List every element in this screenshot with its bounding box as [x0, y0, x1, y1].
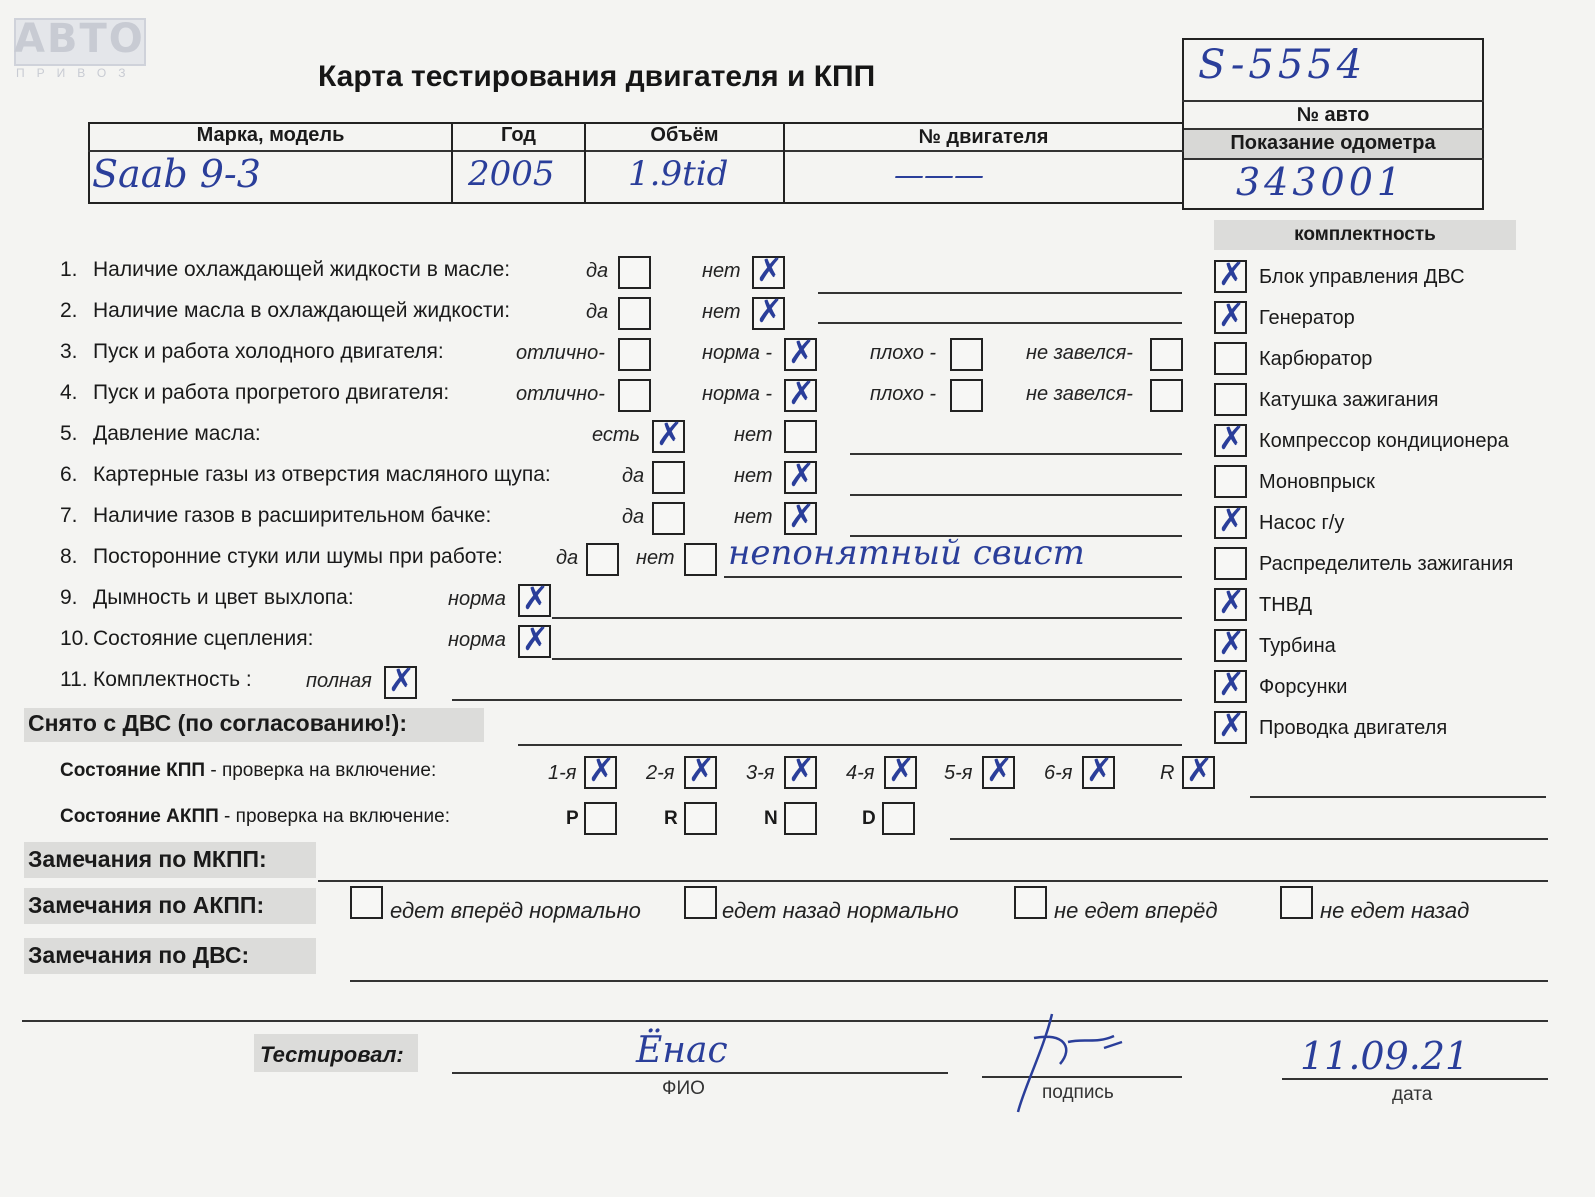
akpp-remark-label: едет вперёд нормально	[390, 898, 641, 923]
question-number: 2.	[60, 299, 78, 322]
option-label: отлично-	[516, 383, 605, 405]
option-checkbox[interactable]	[652, 502, 685, 535]
completeness-item-label: Генератор	[1259, 307, 1355, 329]
option-label: нет	[734, 465, 773, 487]
remarks-dvs-label: Замечания по ДВС:	[28, 942, 250, 968]
checkmark-x-icon: ✗	[1218, 583, 1245, 621]
question-number: 11.	[60, 668, 88, 691]
completeness-checkbox[interactable]	[1214, 419, 1247, 457]
completeness-checkbox[interactable]	[1214, 465, 1247, 498]
checkmark-x-icon: ✗	[588, 751, 615, 789]
checkmark-x-icon: ✗	[756, 292, 783, 330]
kpp-gear-checkbox[interactable]	[884, 751, 917, 789]
option-checkbox[interactable]	[518, 620, 551, 658]
kpp-label-rest: - проверка на включение:	[205, 760, 437, 781]
akpp-gear-checkbox[interactable]	[784, 802, 817, 835]
question-text: Давление масла:	[93, 422, 261, 445]
checkmark-x-icon: ✗	[788, 751, 815, 789]
kpp-gear-label: 3-я	[746, 762, 775, 784]
checkmark-x-icon: ✗	[1186, 751, 1213, 789]
volume-value: 1.9tid	[628, 154, 729, 194]
akpp-label-bold: Состояние АКПП	[60, 806, 219, 827]
completeness-checkbox[interactable]	[1214, 665, 1247, 703]
option-label: да	[556, 547, 579, 569]
question-number: 5.	[60, 422, 78, 445]
option-checkbox[interactable]	[784, 333, 817, 371]
checkmark-x-icon: ✗	[1218, 665, 1245, 703]
completeness-item-label: Блок управления ДВС	[1259, 266, 1465, 288]
option-label: да	[586, 260, 609, 282]
checkmark-x-icon: ✗	[1218, 255, 1245, 293]
option-checkbox[interactable]	[586, 543, 619, 576]
question-text: Комплектность :	[93, 668, 252, 691]
question-number: 1.	[60, 258, 78, 281]
completeness-item-label: Моновпрыск	[1259, 471, 1375, 493]
col-model-label: Марка, модель	[196, 124, 345, 146]
option-label: норма	[448, 629, 506, 651]
question-number: 4.	[60, 381, 78, 404]
completeness-item-label: Карбюратор	[1259, 348, 1373, 370]
engine-number-value: ———	[894, 158, 984, 193]
option-checkbox[interactable]	[384, 661, 417, 699]
completeness-item-label: Насос г/у	[1259, 512, 1345, 534]
question-text: Наличие масла в охлаждающей жидкости:	[93, 299, 511, 322]
col-volume-label: Объём	[650, 124, 719, 146]
option-checkbox[interactable]	[784, 420, 817, 453]
page-title: Карта тестирования двигателя и КПП	[318, 60, 876, 93]
question-number: 6.	[60, 463, 78, 486]
checkmark-x-icon: ✗	[688, 751, 715, 789]
question-text: Посторонние стуки или шумы при работе:	[93, 545, 503, 568]
option-label: норма -	[702, 383, 773, 405]
completeness-checkbox[interactable]	[1214, 501, 1247, 539]
completeness-item-label: Проводка двигателя	[1259, 717, 1448, 739]
auto-number-value: S-5554	[1198, 42, 1367, 88]
logo-subtitle: ПРИВОЗ	[16, 66, 138, 80]
akpp-remark-checkbox[interactable]	[684, 886, 717, 919]
removed-label: Снято с ДВС (по согласованию!):	[28, 710, 407, 736]
checkmark-x-icon: ✗	[788, 374, 815, 412]
option-label: нет	[636, 547, 675, 569]
option-checkbox[interactable]	[618, 379, 651, 412]
completeness-checkbox[interactable]	[1214, 706, 1247, 744]
option-checkbox[interactable]	[652, 461, 685, 494]
akpp-remark-label: едет назад нормально	[722, 898, 959, 923]
completeness-item-label: ТНВД	[1259, 594, 1313, 616]
option-label: да	[622, 506, 645, 528]
option-checkbox[interactable]	[518, 579, 551, 617]
col-engine-label: № двигателя	[918, 126, 1049, 148]
checkmark-x-icon: ✗	[1218, 419, 1245, 457]
question-text: Дымность и цвет выхлопа:	[93, 586, 354, 609]
option-label: не завелся-	[1026, 342, 1133, 364]
question-number: 8.	[60, 545, 78, 568]
akpp-remark-label: не едет вперёд	[1054, 898, 1218, 923]
kpp-gear-label: 2-я	[646, 762, 675, 784]
checkmark-x-icon: ✗	[756, 251, 783, 289]
question-text: Состояние сцепления:	[93, 627, 314, 650]
name-caption: ФИО	[662, 1078, 705, 1099]
akpp-remark-checkbox[interactable]	[350, 886, 383, 919]
option-label: да	[586, 301, 609, 323]
option-checkbox[interactable]	[684, 543, 717, 576]
akpp-gear-label: P	[566, 808, 579, 829]
question-number: 3.	[60, 340, 78, 363]
kpp-gear-checkbox[interactable]	[1182, 751, 1215, 789]
question-number: 10.	[60, 627, 90, 650]
akpp-label	[60, 806, 450, 828]
option-checkbox[interactable]	[752, 292, 785, 330]
option-label: есть	[592, 424, 641, 446]
kpp-gear-label: 1-я	[548, 762, 577, 784]
question-text: Наличие газов в расширительном бачке:	[93, 504, 492, 527]
odometer-value: 343001	[1236, 160, 1406, 204]
kpp-gear-label: 4-я	[846, 762, 875, 784]
option-label: да	[622, 465, 645, 487]
auto-number-label: № авто	[1296, 104, 1370, 126]
kpp-gear-checkbox[interactable]	[584, 751, 617, 789]
year-value: 2005	[468, 154, 555, 194]
akpp-gear-checkbox[interactable]	[584, 802, 617, 835]
option-checkbox[interactable]	[950, 379, 983, 412]
question-text: Пуск и работа холодного двигателя:	[93, 340, 444, 363]
date-caption: дата	[1392, 1084, 1433, 1105]
option-label: норма	[448, 588, 506, 610]
option-label: нет	[702, 301, 741, 323]
question-text: Картерные газы из отверстия масляного щупа:	[93, 463, 551, 486]
option-label: нет	[734, 424, 773, 446]
question-text: Пуск и работа прогретого двигателя:	[93, 381, 450, 404]
completeness-checkbox[interactable]	[1214, 383, 1247, 416]
option-checkbox[interactable]	[1150, 338, 1183, 371]
completeness-checkbox[interactable]	[1214, 255, 1247, 293]
checkmark-x-icon: ✗	[1218, 706, 1245, 744]
question-number: 9.	[60, 586, 78, 609]
checkmark-x-icon: ✗	[1086, 751, 1113, 789]
kpp-gear-checkbox[interactable]	[1082, 751, 1115, 789]
completeness-checkbox[interactable]	[1214, 296, 1247, 334]
completeness-item-label: Катушка зажигания	[1259, 389, 1439, 411]
question-number: 7.	[60, 504, 78, 527]
akpp-label-rest: - проверка на включение:	[218, 806, 450, 827]
date-value: 11.09.21	[1300, 1034, 1470, 1078]
question-text: Наличие охлаждающей жидкости в масле:	[93, 258, 511, 281]
option-label: нет	[702, 260, 741, 282]
akpp-gear-label: D	[862, 808, 876, 829]
kpp-label	[60, 760, 436, 782]
checkmark-x-icon: ✗	[888, 751, 915, 789]
option-checkbox[interactable]	[618, 338, 651, 371]
checkmark-x-icon: ✗	[522, 579, 549, 617]
checkmark-x-icon: ✗	[656, 415, 683, 453]
kpp-gear-label: 5-я	[944, 762, 973, 784]
checkmark-x-icon: ✗	[1218, 624, 1245, 662]
option-checkbox[interactable]	[1150, 379, 1183, 412]
option-checkbox[interactable]	[618, 297, 651, 330]
checkmark-x-icon: ✗	[788, 456, 815, 494]
akpp-gear-checkbox[interactable]	[684, 802, 717, 835]
completeness-item-label: Турбина	[1259, 635, 1336, 657]
checkmark-x-icon: ✗	[522, 620, 549, 658]
kpp-gear-checkbox[interactable]	[784, 751, 817, 789]
kpp-gear-checkbox[interactable]	[982, 751, 1015, 789]
checkmark-x-icon: ✗	[388, 661, 415, 699]
option-label: плохо -	[870, 383, 937, 405]
checkmark-x-icon: ✗	[1218, 501, 1245, 539]
signature-caption: подпись	[1042, 1082, 1114, 1103]
option-label: не завелся-	[1026, 383, 1133, 405]
option-label: нет	[734, 506, 773, 528]
completeness-item-label: Распределитель зажигания	[1259, 553, 1514, 575]
tester-name-value: Ёнас	[636, 1030, 728, 1071]
checkmark-x-icon: ✗	[1218, 296, 1245, 334]
completeness-checkbox[interactable]	[1214, 624, 1247, 662]
kpp-gear-label: R	[1160, 762, 1175, 784]
option-checkbox[interactable]	[950, 338, 983, 371]
akpp-remark-label: не едет назад	[1320, 898, 1470, 923]
col-year-label: Год	[501, 124, 536, 146]
option-checkbox[interactable]	[784, 497, 817, 535]
option-label: отлично-	[516, 342, 605, 364]
remarks-mkpp-label: Замечания по МКПП:	[28, 846, 267, 872]
akpp-gear-checkbox[interactable]	[882, 802, 915, 835]
checkmark-x-icon: ✗	[788, 497, 815, 535]
completeness-item-label: Форсунки	[1259, 676, 1348, 698]
remarks-akpp-label: Замечания по АКПП:	[28, 892, 265, 918]
kpp-gear-label: 6-я	[1044, 762, 1073, 784]
question-note: непонятный свист	[728, 533, 1085, 573]
tested-label: Тестировал:	[260, 1042, 404, 1067]
option-label: норма -	[702, 342, 773, 364]
akpp-gear-label: N	[764, 808, 778, 829]
completeness-checkbox[interactable]	[1214, 583, 1247, 621]
option-checkbox[interactable]	[752, 251, 785, 289]
akpp-remark-checkbox[interactable]	[1014, 886, 1047, 919]
option-checkbox[interactable]	[784, 456, 817, 494]
akpp-gear-label: R	[664, 808, 678, 829]
completeness-item-label: Компрессор кондиционера	[1259, 430, 1509, 452]
completeness-checkbox[interactable]	[1214, 342, 1247, 375]
completeness-checkbox[interactable]	[1214, 547, 1247, 580]
kpp-gear-checkbox[interactable]	[684, 751, 717, 789]
kpp-label-bold: Состояние КПП	[60, 760, 206, 781]
logo: АВТО	[14, 16, 145, 62]
option-label: полная	[306, 670, 372, 692]
option-checkbox[interactable]	[652, 415, 685, 453]
akpp-remark-checkbox[interactable]	[1280, 886, 1313, 919]
model-value: Saab 9-3	[92, 152, 261, 196]
option-checkbox[interactable]	[618, 256, 651, 289]
option-label: плохо -	[870, 342, 937, 364]
checkmark-x-icon: ✗	[986, 751, 1013, 789]
odometer-label: Показание одометра	[1230, 132, 1436, 154]
completeness-title: комплектность	[1294, 224, 1436, 245]
checkmark-x-icon: ✗	[788, 333, 815, 371]
option-checkbox[interactable]	[784, 374, 817, 412]
